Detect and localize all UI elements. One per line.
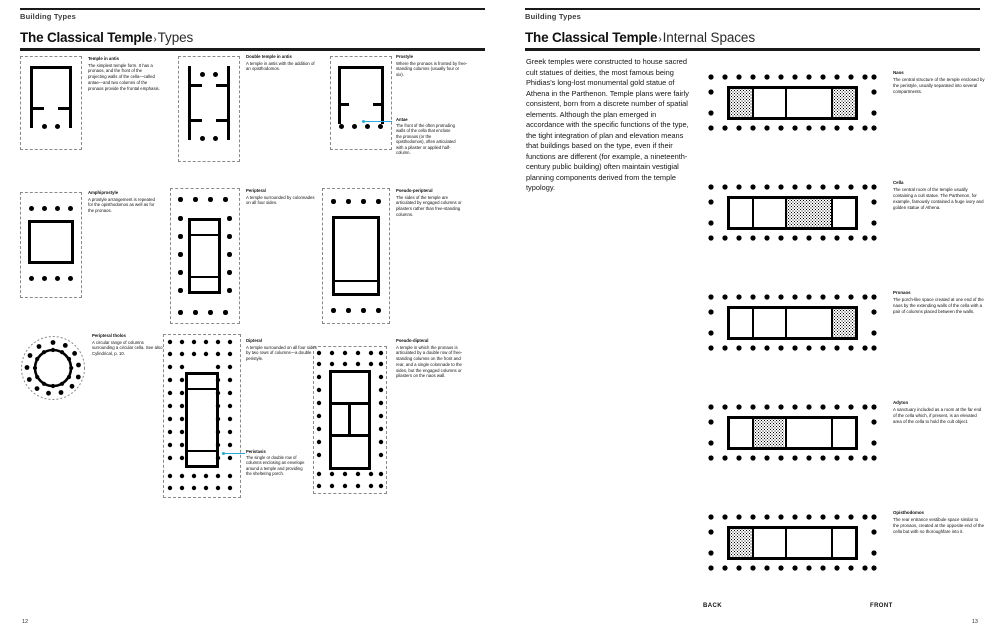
diagram-pseudo-peripteral: [322, 188, 390, 324]
column: [361, 308, 366, 313]
caption-body: The sides of the temple are articulated by engaged columns or pilasters rather than free-standing columns.: [396, 194, 462, 217]
column: [178, 216, 183, 221]
wall-right: [69, 66, 72, 128]
annotation-peristasis: [246, 449, 306, 477]
caption-body: The porch-like space created at one end of the naos by the extending walls of the cella with a pair of columns placed between the walls.: [893, 296, 984, 314]
caption-pseudo-dipteral: [396, 338, 468, 379]
antae-leader-line: [365, 121, 392, 122]
wall-rear: [332, 216, 380, 219]
annotation-body: The front of the often protruding walls of the cella that enclose the pronaos (or the opisthodomos), often articulated with a pilaster or applied half-column.: [396, 122, 456, 156]
caption-title: Naos: [893, 70, 904, 75]
column: [376, 199, 381, 204]
diagram-peripteral: [170, 188, 240, 324]
wall-cella-front-left: [338, 103, 349, 106]
column: [200, 136, 205, 141]
column: [227, 270, 232, 275]
right-title-main: The Classical Temple: [525, 30, 658, 45]
caption-pronaos: [893, 290, 985, 315]
column: [376, 308, 381, 313]
wall-rear: [28, 220, 74, 223]
wall-left: [28, 220, 31, 264]
column: [365, 124, 370, 129]
left-title-chevron-icon: ›: [153, 34, 157, 45]
tholos-plan-svg: [20, 335, 86, 401]
right-kicker: Building Types: [525, 12, 581, 21]
wall-rear: [30, 66, 72, 69]
column: [178, 252, 183, 257]
caption-dipteral: [246, 338, 318, 362]
wall-cella-divider: [332, 280, 380, 282]
wall-left: [188, 66, 191, 140]
caption-body: A sanctuary included as a room at the far end of the cella which, if present, is an elevated area of the cella to hold the cult object.: [893, 406, 982, 424]
column: [55, 124, 60, 129]
wall-right: [377, 216, 380, 296]
caption-body: The simplest temple form. It has a pronaos, and the front of the projecting walls of the cella—called antae—and two columns of the pronaos provide the frontal emphasis.: [88, 62, 160, 91]
right-header-rule: [525, 8, 980, 10]
column: [227, 288, 232, 293]
caption-peripteral-tholos: [92, 333, 164, 357]
caption-body: A circular range of columns surrounding a circular cella. See also Cylindrical, p. 10.: [92, 339, 163, 357]
right-folio: 13: [971, 619, 978, 625]
caption-title: Dipteral: [246, 338, 262, 343]
column: [178, 288, 183, 293]
cella-peristyle-svg: [705, 182, 880, 244]
diagram-opisthodomos: [705, 512, 880, 574]
column: [223, 310, 228, 315]
dipteral-colonnade-svg: [163, 334, 241, 498]
right-title-chevron-icon: ›: [658, 34, 662, 45]
annotation-antae: [396, 117, 456, 156]
wall-cella-front-left: [30, 107, 44, 110]
wall-right: [227, 66, 230, 140]
wall-left: [332, 216, 335, 296]
column: [42, 276, 47, 281]
diagram-pseudo-dipteral: [313, 346, 387, 494]
column: [346, 199, 351, 204]
peristasis-leader-line: [225, 453, 245, 454]
annotation-title: Peristasis: [246, 449, 266, 454]
column: [213, 136, 218, 141]
left-title-rule: [20, 48, 485, 51]
caption-body: Where the pronaos is fronted by free-standing columns (usually four or six).: [396, 60, 468, 78]
left-title-sub: Types: [157, 30, 194, 45]
column: [178, 270, 183, 275]
diagram-cella: [705, 182, 880, 244]
caption-body: A temple surrounded on all four sides by two rows of columns—a double peristyle.: [246, 344, 317, 362]
column: [68, 276, 73, 281]
caption-title: Adyton: [893, 400, 909, 405]
caption-body: A temple in antis with the addition of an opisthodomos.: [246, 60, 315, 72]
column: [55, 276, 60, 281]
wall-cella-rear-right: [216, 84, 230, 87]
diagram-peripteral-tholos: [20, 335, 86, 401]
column: [208, 197, 213, 202]
column: [227, 234, 232, 239]
caption-title: Peripteral: [246, 188, 266, 193]
left-folio: 12: [22, 619, 29, 625]
column: [227, 252, 232, 257]
column: [346, 308, 351, 313]
column: [208, 310, 213, 315]
column: [178, 310, 183, 315]
wall-rear: [188, 218, 221, 221]
diagram-adyton: [705, 402, 880, 464]
naos-peristyle-svg: [705, 72, 880, 134]
wall-cella-rear-left: [188, 84, 202, 87]
caption-title: Pseudo-peripteral: [396, 188, 433, 193]
column: [339, 124, 344, 129]
caption-body: The central structure of the temple enclosed by the peristyle, usually separated into several compartments.: [893, 76, 985, 94]
diagram-pronaos: [705, 292, 880, 354]
wall-left: [188, 218, 191, 294]
wall-front: [188, 291, 221, 294]
wall-cella-divider-front: [188, 276, 221, 278]
pseudo-dipteral-colonnade-svg: [313, 346, 387, 494]
caption-body: A temple surrounded by colonnades on all four sides.: [246, 194, 315, 206]
wall-front: [332, 293, 380, 296]
diagram-naos: [705, 72, 880, 134]
caption-prostyle: [396, 54, 468, 78]
caption-adyton: [893, 400, 985, 425]
column: [378, 124, 383, 129]
caption-title: Double temple in antis: [246, 54, 292, 59]
caption-body: A temple in which the pronaos is articulated by a double row of free-standing columns on the front and rear, and a single colonnade to the sides, but the engaged columns or pilasters on the naos wall.: [396, 344, 463, 379]
column: [42, 206, 47, 211]
caption-title: Amphiprostyle: [88, 190, 119, 195]
caption-title: Prostyle: [396, 54, 413, 59]
wall-left: [338, 66, 341, 124]
column: [227, 216, 232, 221]
column: [331, 199, 336, 204]
caption-opisthodomos: [893, 510, 985, 535]
caption-double-temple-in-antis: [246, 54, 318, 72]
column: [352, 124, 357, 129]
caption-title: Opisthodomos: [893, 510, 924, 515]
caption-cella: [893, 180, 985, 211]
wall-right: [71, 220, 74, 264]
pronaos-peristyle-svg: [705, 292, 880, 354]
wall-front: [28, 261, 74, 264]
right-page: [500, 0, 1000, 643]
wall-right: [218, 218, 221, 294]
left-title-main: The Classical Temple: [20, 30, 153, 45]
caption-body: The central room of the temple usually containing a cult statue. The Parthenon, for example, famously contained a huge ivory and golden statue of Athena.: [893, 186, 984, 210]
column: [200, 72, 205, 77]
column: [42, 124, 47, 129]
column: [29, 206, 34, 211]
column: [178, 234, 183, 239]
column: [213, 72, 218, 77]
caption-body: A prostyle arrangement is repeated for the opisthodomos as well as for the pronaos.: [88, 196, 155, 214]
annotation-title: Antae: [396, 117, 408, 122]
left-kicker: Building Types: [20, 12, 76, 21]
caption-title: Temple in antis: [88, 56, 119, 61]
intro-paragraph: Greek temples were constructed to house sacred cult statues of deities, the most famous being Phidias's long-lost monumental gold statue of Athena in the Parthenon. Temple plans were fairly consistent, born from a discrete number of spatial elements. Although the plan emerged in accordance with the specific functions of the type, the tight integration of plan and elevation means that buildings based on the type, even if their functions are different (for example, a nineteenth-century public building) often maintain vestigial planning components derived from the temple typology.: [526, 57, 689, 193]
wall-right: [381, 66, 384, 124]
left-header-rule: [20, 8, 485, 10]
wall-rear: [338, 66, 384, 69]
diagram-dipteral: [163, 334, 241, 498]
caption-temple-in-antis: [88, 56, 160, 91]
diagram-amphiprostyle: [20, 192, 82, 298]
diagram-prostyle: [330, 56, 392, 150]
caption-title: Pronaos: [893, 290, 911, 295]
caption-naos: [893, 70, 985, 95]
right-title-rule: [525, 48, 980, 51]
annotation-body: The single or double row of columns enclosing an envelope around a temple and providing the sheltering porch.: [246, 454, 305, 477]
wall-cella-front-right: [58, 107, 72, 110]
wall-cella-front-left: [188, 119, 202, 122]
column: [193, 310, 198, 315]
label-back: BACK: [703, 603, 722, 609]
caption-body: The rear entrance vestibule space similar to the pronaos, created at the opposite end of the cella but with no thoroughfare into it.: [893, 516, 985, 534]
diagram-double-temple-in-antis: [178, 56, 240, 162]
opistho-peristyle-svg: [705, 512, 880, 574]
wall-cella-front-right: [373, 103, 384, 106]
caption-peripteral: [246, 188, 318, 206]
label-front: FRONT: [870, 603, 893, 609]
column: [331, 308, 336, 313]
left-page-title: [20, 30, 193, 45]
adyton-peristyle-svg: [705, 402, 880, 464]
right-title-sub: Internal Spaces: [662, 30, 755, 45]
wall-left: [30, 66, 33, 128]
column: [55, 206, 60, 211]
wall-cella-front-right: [216, 119, 230, 122]
column: [193, 197, 198, 202]
caption-title: Cella: [893, 180, 904, 185]
column: [29, 276, 34, 281]
caption-title: Peripteral tholos: [92, 333, 126, 338]
column: [361, 199, 366, 204]
caption-amphiprostyle: [88, 190, 160, 214]
caption-pseudo-peripteral: [396, 188, 468, 218]
column: [223, 197, 228, 202]
diagram-temple-in-antis: [20, 56, 82, 150]
right-page-title: [525, 30, 755, 45]
column: [68, 206, 73, 211]
column: [178, 197, 183, 202]
caption-title: Pseudo-dipteral: [396, 338, 429, 343]
wall-cella-divider-rear: [188, 234, 221, 236]
